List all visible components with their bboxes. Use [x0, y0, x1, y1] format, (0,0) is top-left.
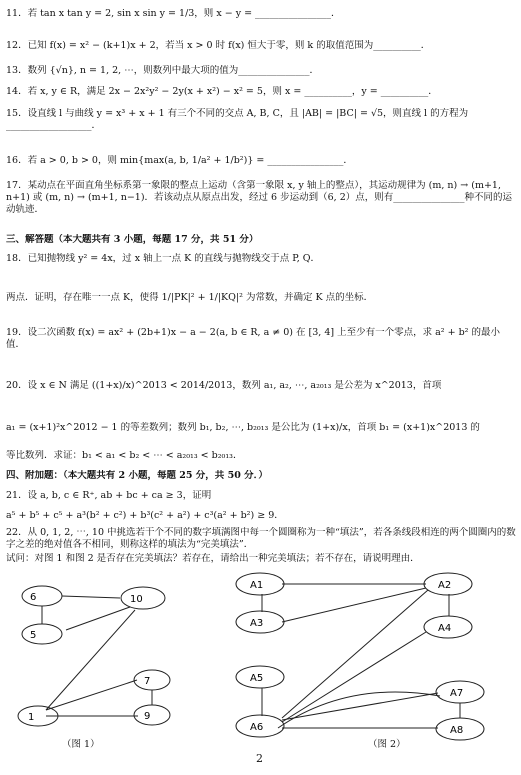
q19: 19．设二次函数 f(x) = ax² + (2b+1)x − a − 2(a, b ∈ R, a ≠ 0) 在 [3, 4] 上至少有一个零点，求 a² + b² 的最小值．	[6, 327, 501, 350]
q15: 15．设直线 l 与曲线 y = x³ + x + 1 有三个不同的交点 A, B, C，且 |AB| = |BC| = √5，则直线 l 的方程为__________________．	[6, 108, 469, 131]
section-4-heading: 四、附加题：（本大题共有 2 小题，每题 25 分，共 50 分．）	[6, 470, 268, 481]
q22-question: 试问：对图 1 和图 2 是否存在完美填法？若存在，请给出一种完美填法；若不存在，请说明理由．	[6, 553, 420, 564]
fig2-label-A3: A3	[250, 618, 264, 629]
fig1-node-5	[22, 624, 62, 644]
fig1-node-6	[22, 586, 62, 606]
q14: 14．若 x, y ∈ R，满足 2x − 2x²y² − 2y(x + x²) − x² = 5，则 x = __________，y = __________．	[6, 86, 438, 97]
fig1-node-10	[121, 587, 165, 609]
fig1-node-7	[134, 670, 170, 690]
q13: 13．数列 {√n}, n = 1, 2, ⋯，则数列中最大项的值为_______________．	[6, 65, 319, 76]
fig1-label-9: 9	[144, 711, 151, 722]
fig1-label-1: 1	[28, 712, 35, 723]
q20: 20．设 x ∈ N 满足 ((1+x)/x)^2013 < 2014/2013，数列 a₁, a₂, ⋯, a₂₀₁₃ 是公差为 x^2013，首项	[6, 380, 442, 391]
q21: 21．设 a, b, c ∈ R⁺, ab + bc + ca ≥ 3，证明	[6, 490, 212, 501]
figure-2-graph	[228, 570, 498, 745]
q11: 11．若 tan x tan y = 2, sin x sin y = 1/3，则 x − y = ________________．	[6, 8, 341, 19]
fig1-label-6: 6	[30, 592, 37, 603]
q12: 12．已知 f(x) = x² − (k+1)x + 2，若当 x > 0 时 f(x) 恒大于零，则 k 的取值范围为__________．	[6, 40, 431, 51]
q18-cont: 两点．证明，存在唯一一点 K，使得 1/|PK|² + 1/|KQ|² 为常数，并确定 K 点的坐标．	[6, 292, 374, 303]
q21-inequality: a⁵ + b⁵ + c⁵ + a³(b² + c²) + b³(c² + a²) + c³(a² + b²) ≥ 9．	[6, 510, 284, 521]
q16: 16．若 a > 0, b > 0，则 min{max(a, b, 1/a² + 1/b²)} = ________________．	[6, 155, 353, 166]
section-3-heading: 三、解答题（本大题共有 3 小题，每题 17 分，共 51 分）	[6, 234, 259, 245]
fig2-label-A6: A6	[250, 722, 264, 733]
fig1-label-7: 7	[144, 676, 151, 687]
figure-1-graph	[10, 572, 210, 752]
figure-2-caption: （图 2）	[368, 739, 406, 750]
fig2-label-A5: A5	[250, 673, 264, 684]
fig1-label-5: 5	[30, 630, 37, 641]
fig2-label-A2: A2	[438, 580, 452, 591]
figure-1-caption: （图 1）	[62, 739, 100, 750]
q17: 17．某动点在平面直角坐标系第一象限的整点上运动（含第一象限 x, y 轴上的整点），其运动规律为 (m, n) → (m+1, n+1) 或 (m, n) → (m+1, n−1)．若该动点从原点出发，经过 6 步运动到（6, 2）点，则有_______________种不同的运动轨迹．	[6, 180, 512, 215]
q20-cont2: 等比数列．求证：b₁ < a₁ < b₂ < ⋯ < a₂₀₁₃ < b₂₀₁₃．	[6, 450, 243, 461]
q20-cont1: a₁ = (x+1)²x^2012 − 1 的等差数列；数列 b₁, b₂, ⋯, b₂₀₁₃ 是公比为 (1+x)/x，首项 b₁ = (x+1)x^2013 的	[6, 422, 480, 433]
fig2-label-A8: A8	[450, 725, 464, 736]
fig1-node-9	[134, 705, 170, 725]
q18: 18．已知抛物线 y² = 4x，过 x 轴上一点 K 的直线与抛物线交于点 P, Q．	[6, 253, 321, 264]
fig2-label-A7: A7	[450, 688, 464, 699]
fig1-label-10: 10	[130, 594, 143, 605]
q22: 22．从 0, 1, 2, ⋯, 10 中挑选若干个不同的数字填满图中每一个圆圈称为一种“填法”，若各条线段相连的两个圆圈内的数字之差的绝对值各不相同，则称这样的填法为“完美填法”．	[6, 527, 516, 550]
fig2-label-A4: A4	[438, 623, 452, 634]
page-number: 2	[256, 752, 263, 765]
fig2-label-A1: A1	[250, 580, 264, 591]
